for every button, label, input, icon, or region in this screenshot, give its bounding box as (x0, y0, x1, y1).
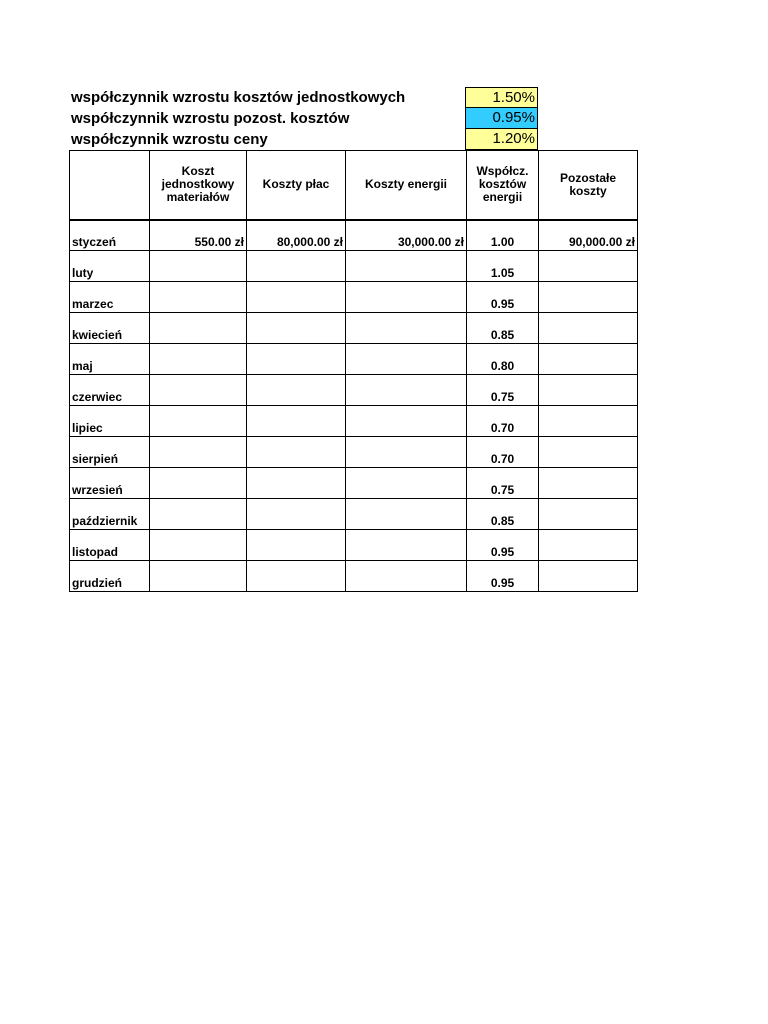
cell-energy-coefficient[interactable]: 0.70 (467, 437, 539, 468)
cell-energy-costs[interactable] (346, 468, 467, 499)
cell-energy-costs[interactable] (346, 375, 467, 406)
cell-material-unit-cost[interactable] (150, 499, 247, 530)
cell-energy-coefficient[interactable]: 1.00 (467, 220, 539, 251)
cell-other-costs[interactable] (539, 375, 638, 406)
cell-wages[interactable] (247, 375, 346, 406)
cell-month[interactable]: styczeń (70, 220, 150, 251)
cell-material-unit-cost[interactable] (150, 375, 247, 406)
cell-energy-coefficient[interactable]: 0.80 (467, 344, 539, 375)
param-row-other-cost-growth (70, 108, 538, 129)
cell-material-unit-cost[interactable] (150, 561, 247, 592)
cell-month[interactable]: październik (70, 499, 150, 530)
table-row (70, 406, 638, 437)
cell-month[interactable]: listopad (70, 530, 150, 561)
table-row (70, 251, 638, 282)
cell-month[interactable]: wrzesień (70, 468, 150, 499)
cell-other-costs[interactable] (539, 530, 638, 561)
cell-energy-costs[interactable] (346, 313, 467, 344)
cell-month[interactable]: maj (70, 344, 150, 375)
cell-wages[interactable] (247, 499, 346, 530)
param-label-other-cost-growth: współczynnik wzrostu pozost. kosztów (71, 110, 350, 127)
cell-other-costs[interactable] (539, 282, 638, 313)
cell-wages[interactable]: 80,000.00 zł (247, 220, 346, 251)
cell-energy-coefficient[interactable]: 0.95 (467, 282, 539, 313)
cell-energy-coefficient[interactable]: 1.05 (467, 251, 539, 282)
cell-month[interactable]: sierpień (70, 437, 150, 468)
cell-other-costs[interactable] (539, 251, 638, 282)
cell-wages[interactable] (247, 313, 346, 344)
cell-energy-costs[interactable] (346, 530, 467, 561)
cell-energy-costs[interactable] (346, 561, 467, 592)
cell-energy-coefficient[interactable]: 0.70 (467, 406, 539, 437)
param-value-price-growth[interactable]: 1.20% (465, 129, 538, 150)
cell-material-unit-cost[interactable] (150, 282, 247, 313)
header-energy-coefficient[interactable]: Współcz. kosztów energii (467, 151, 539, 220)
cell-energy-coefficient[interactable]: 0.85 (467, 313, 539, 344)
header-month[interactable] (70, 151, 150, 220)
param-label-price-growth: współczynnik wzrostu ceny (71, 131, 268, 148)
table-row (70, 468, 638, 499)
cell-other-costs[interactable] (539, 437, 638, 468)
cell-other-costs[interactable] (539, 344, 638, 375)
cell-energy-costs[interactable]: 30,000.00 zł (346, 220, 467, 251)
cell-month[interactable]: lipiec (70, 406, 150, 437)
cell-energy-costs[interactable] (346, 437, 467, 468)
cell-material-unit-cost[interactable] (150, 406, 247, 437)
table-row (70, 561, 638, 592)
header-wages[interactable]: Koszty płac (247, 151, 346, 220)
cell-material-unit-cost[interactable] (150, 437, 247, 468)
cell-other-costs[interactable] (539, 561, 638, 592)
table-row (70, 313, 638, 344)
param-row-price-growth (70, 129, 538, 150)
cell-energy-costs[interactable] (346, 499, 467, 530)
cell-wages[interactable] (247, 344, 346, 375)
header-energy-costs[interactable]: Koszty energii (346, 151, 467, 220)
cell-wages[interactable] (247, 530, 346, 561)
param-value-other-cost-growth[interactable]: 0.95% (465, 108, 538, 129)
header-other-costs[interactable]: Pozostałe koszty (539, 151, 638, 220)
cell-material-unit-cost[interactable] (150, 530, 247, 561)
cell-material-unit-cost[interactable] (150, 468, 247, 499)
table-header-row (70, 151, 638, 220)
cell-wages[interactable] (247, 282, 346, 313)
cell-month[interactable]: czerwiec (70, 375, 150, 406)
cell-other-costs[interactable] (539, 468, 638, 499)
cell-energy-costs[interactable] (346, 251, 467, 282)
param-value-unit-cost-growth[interactable]: 1.50% (465, 87, 538, 108)
cell-energy-coefficient[interactable]: 0.75 (467, 468, 539, 499)
cell-wages[interactable] (247, 437, 346, 468)
cell-energy-coefficient[interactable]: 0.95 (467, 561, 539, 592)
cell-wages[interactable] (247, 468, 346, 499)
table-row (70, 437, 638, 468)
table-row (70, 375, 638, 406)
cell-material-unit-cost[interactable] (150, 313, 247, 344)
cell-energy-costs[interactable] (346, 344, 467, 375)
cell-material-unit-cost[interactable]: 550.00 zł (150, 220, 247, 251)
table-row (70, 220, 638, 251)
cell-other-costs[interactable] (539, 406, 638, 437)
table-row (70, 499, 638, 530)
cell-other-costs[interactable] (539, 499, 638, 530)
parameters-block (70, 87, 538, 150)
cell-energy-coefficient[interactable]: 0.95 (467, 530, 539, 561)
header-material-unit-cost[interactable]: Koszt jednostkowy materiałów (150, 151, 247, 220)
cell-material-unit-cost[interactable] (150, 251, 247, 282)
cell-energy-costs[interactable] (346, 406, 467, 437)
cell-energy-coefficient[interactable]: 0.75 (467, 375, 539, 406)
cell-wages[interactable] (247, 406, 346, 437)
table-body (70, 220, 638, 592)
cell-material-unit-cost[interactable] (150, 344, 247, 375)
param-row-unit-cost-growth (70, 87, 538, 108)
cell-wages[interactable] (247, 251, 346, 282)
cell-month[interactable]: luty (70, 251, 150, 282)
cost-table (69, 150, 638, 592)
cell-month[interactable]: grudzień (70, 561, 150, 592)
cell-other-costs[interactable]: 90,000.00 zł (539, 220, 638, 251)
cell-energy-coefficient[interactable]: 0.85 (467, 499, 539, 530)
table-row (70, 344, 638, 375)
table-row (70, 282, 638, 313)
cell-wages[interactable] (247, 561, 346, 592)
cell-other-costs[interactable] (539, 313, 638, 344)
cell-month[interactable]: kwiecień (70, 313, 150, 344)
table-row (70, 530, 638, 561)
cell-month[interactable]: marzec (70, 282, 150, 313)
param-label-unit-cost-growth: współczynnik wzrostu kosztów jednostkowych (71, 89, 406, 106)
cell-energy-costs[interactable] (346, 282, 467, 313)
